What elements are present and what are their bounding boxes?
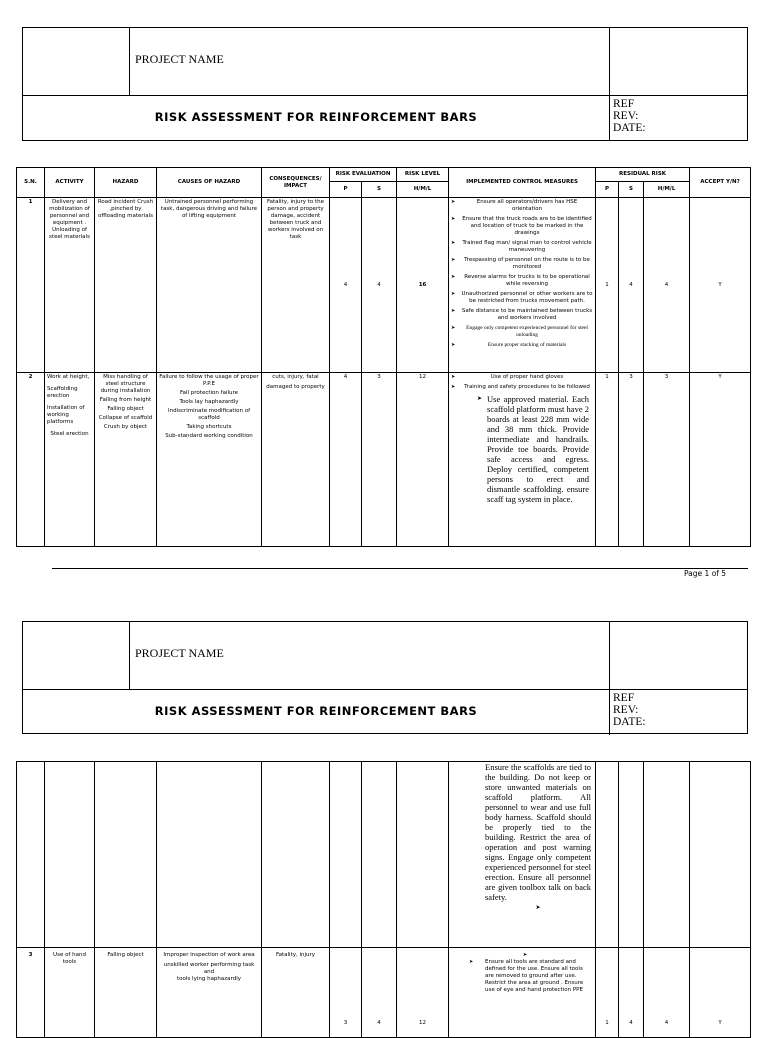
row-level: 16 (397, 198, 449, 373)
col-causes: CAUSES OF HAZARD (157, 168, 262, 198)
activity-line: Work at height, (47, 374, 90, 380)
document-title: RISK ASSESSMENT FOR REINFORCEMENT BARS (154, 110, 478, 124)
row-consequences: Fatality, injury (262, 948, 330, 1038)
hazard-line: Collapse of scaffold (98, 415, 153, 421)
row-sn: 1 (17, 198, 45, 373)
activity-line: Installation of working platforms (47, 405, 85, 425)
row-hazard: Road incident Crush ,pinched by offloading materials (95, 198, 157, 373)
control-item: ➤ Ensure proper stacking of materials (451, 342, 593, 349)
row-accept (690, 762, 751, 948)
row-level: 12 (397, 373, 449, 547)
col-hazard: HAZARD (95, 168, 157, 198)
col-risk-level: RISK LEVEL (397, 168, 449, 182)
row-sn: 3 (17, 948, 45, 1038)
col-sn: S.N. (17, 168, 45, 198)
row-activity: Delivery and mobilization of personnel and equipment . Unloading of steel materials (45, 198, 95, 373)
row-p: 4 (330, 373, 362, 547)
row-accept: Y (690, 373, 751, 547)
row-p: 3 (330, 948, 362, 1038)
arrow-bullet-icon: ➤ (535, 904, 541, 911)
row-residual-p: 1 (596, 373, 619, 547)
row-residual-hml: 3 (644, 373, 690, 547)
table-row (17, 762, 751, 948)
hazard-line: Crush by object (103, 424, 148, 430)
row-activity (45, 762, 95, 948)
hazard-line: Falling object (107, 406, 144, 412)
row-level (397, 762, 449, 948)
cause-line: Taking shortcuts (186, 424, 232, 430)
date-label: DATE: (613, 122, 646, 134)
row-residual-s: 4 (619, 198, 644, 373)
page-divider (52, 568, 748, 569)
cause-line: Sub-standard working condition (165, 433, 253, 439)
cause-line: Fall protection failure (179, 390, 239, 396)
document-title: RISK ASSESSMENT FOR REINFORCEMENT BARS (154, 704, 478, 718)
row-controls (449, 198, 596, 373)
project-name: PROJECT NAME (135, 646, 224, 660)
control-item: ➤ Unauthorized personnel or other workers are to be restricted from trucks movement path. (451, 291, 593, 305)
row-residual-p: 1 (596, 198, 619, 373)
doc-meta (613, 98, 646, 134)
col-risk-evaluation: RISK EVALUATION (330, 168, 397, 182)
control-item: ➤ Training and safety procedures to be followed (451, 384, 593, 391)
risk-table-page1 (16, 167, 751, 547)
row-consequences (262, 762, 330, 948)
page-number: Page 1 of 5 (684, 569, 727, 578)
row-residual-hml (644, 762, 690, 948)
risk-table-page2 (16, 761, 751, 1038)
control-text-large: Use approved material. Each scaffold platform must have 2 boards at least 228 mm wide and 38 mm thick. Provide intermediate and handrails. Provide toe boards. Provide safe access and egress. Deploy certified, competent persons to erect and dismantle scaffolding. ensure scaff tag system in place. (487, 394, 590, 504)
col-residual-risk: RESIDUAL RISK (596, 168, 690, 182)
page2-header (22, 621, 748, 734)
doc-meta (613, 692, 646, 728)
arrow-bullet-icon: ➤ (469, 959, 474, 965)
row-s: 4 (362, 948, 397, 1038)
control-item: ➤ Use of proper hand gloves (451, 374, 593, 381)
logo-cell (23, 28, 130, 95)
row-consequences (262, 373, 330, 547)
row-consequences: Fatality, injury to the person and property damage, accident between truck and workers involved on task (262, 198, 330, 373)
row-hazard (95, 373, 157, 547)
date-label: DATE: (613, 716, 646, 728)
ref-label: REF (613, 692, 635, 704)
row-controls (449, 762, 596, 948)
col-consequences: CONSEQUENCES/ IMPACT (262, 168, 330, 198)
col-controls: IMPLEMENTED CONTROL MEASURES (449, 168, 596, 198)
row-hazard: Falling object (95, 948, 157, 1038)
row-s: 3 (362, 373, 397, 547)
control-item: ➤ Engage only competent experienced personnel for steel unloading (451, 325, 593, 339)
control-text: Ensure all tools are standard and defined for the use. Ensure all tools are removed to ground after use. Restrict the area at ground . Ensure use of eye and hand protection PPE (485, 959, 584, 993)
arrow-bullet-icon: ➤ (477, 395, 483, 402)
control-item: ➤ Trespassing of personnel on the route is to be monitored (451, 257, 593, 271)
row-sn: 2 (17, 373, 45, 547)
page1-header (22, 27, 748, 141)
col-accept: ACCEPT Y/N? (690, 168, 751, 198)
consequence-line: damaged to property (266, 384, 325, 390)
row-controls (449, 373, 596, 547)
col-hml: H/M/L (397, 182, 449, 198)
col-residual-p: P (596, 182, 619, 198)
control-item-large (451, 394, 593, 504)
cause-line: tools lying haphazardly (177, 976, 241, 982)
col-p: P (330, 182, 362, 198)
row-residual-hml: 4 (644, 198, 690, 373)
logo-cell (23, 622, 130, 689)
row-residual-hml: 4 (644, 948, 690, 1038)
control-item: ➤ Trained flag man/ signal man to control vehicle maneuvering (451, 240, 593, 254)
control-item: ➤ Reverse alarms for trucks is to be operational while reversing (451, 274, 593, 288)
row-residual-p (596, 762, 619, 948)
cause-line: Improper inspection of work area (163, 952, 255, 958)
consequence-line: cuts, injury, fatal (272, 374, 319, 380)
cause-line: unskilled worker performing task and (163, 962, 255, 975)
hazard-line: Falling from height (99, 397, 152, 403)
row-accept: Y (690, 948, 751, 1038)
arrow-bullet-icon: ➤ (522, 952, 528, 958)
row-p: 4 (330, 198, 362, 373)
project-name: PROJECT NAME (135, 52, 224, 66)
row-causes (157, 762, 262, 948)
cause-line: Failure to follow the usage of proper P.P.E (159, 374, 259, 387)
table-row (17, 373, 751, 547)
row-activity (45, 373, 95, 547)
ref-label: REF (613, 98, 635, 110)
control-item: ➤ Safe distance to be maintained between trucks and workers involved (451, 308, 593, 322)
activity-line: Scaffolding erection (47, 386, 78, 399)
row-level: 12 (397, 948, 449, 1038)
row-residual-s: 4 (619, 948, 644, 1038)
cause-line: Indiscriminate modification of scaffold (167, 408, 251, 421)
table-row (17, 948, 751, 1038)
col-residual-s: S (619, 182, 644, 198)
row-s (362, 762, 397, 948)
row-hazard (95, 762, 157, 948)
col-activity: ACTIVITY (45, 168, 95, 198)
control-item (459, 959, 591, 994)
rev-label: REV: (613, 110, 639, 122)
row-accept: Y (690, 198, 751, 373)
row-residual-s (619, 762, 644, 948)
row-residual-s: 3 (619, 373, 644, 547)
rev-label: REV: (613, 704, 639, 716)
col-s: S (362, 182, 397, 198)
row-sn (17, 762, 45, 948)
row-activity: Use of hand tools (45, 948, 95, 1038)
row-causes (157, 373, 262, 547)
control-item: ➤ Ensure that the truck roads are to be identified and location of truck to be marked in the drawings (451, 216, 593, 237)
hazard-line: Miss handling of steel structure during installation (100, 374, 151, 394)
row-s: 4 (362, 198, 397, 373)
row-causes (157, 948, 262, 1038)
cause-line: Tools lay haphazardly (179, 399, 239, 405)
row-controls (449, 948, 596, 1038)
row-causes: Untrained personnel performing task, dangerous driving and failure of lifting equipment (157, 198, 262, 373)
table-row (17, 198, 751, 373)
col-residual-hml: H/M/L (644, 182, 690, 198)
row-p (330, 762, 362, 948)
activity-line: Steel erection (50, 431, 89, 437)
row-residual-p: 1 (596, 948, 619, 1038)
control-item: ➤ Ensure all operators/drivers has HSE orientation (451, 199, 593, 213)
control-text-continued: Ensure the scaffolds are tied to the building. Do not keep or store unwanted materials on scaffold platform. All personnel to wear and use full body harness. Scaffold should be properly tied to the building. Restrict the area of operation and post warning signs. Engage only competent experienced personnel for steel erection. Ensure all personnel are given toolbox talk on back safety. (485, 762, 591, 902)
